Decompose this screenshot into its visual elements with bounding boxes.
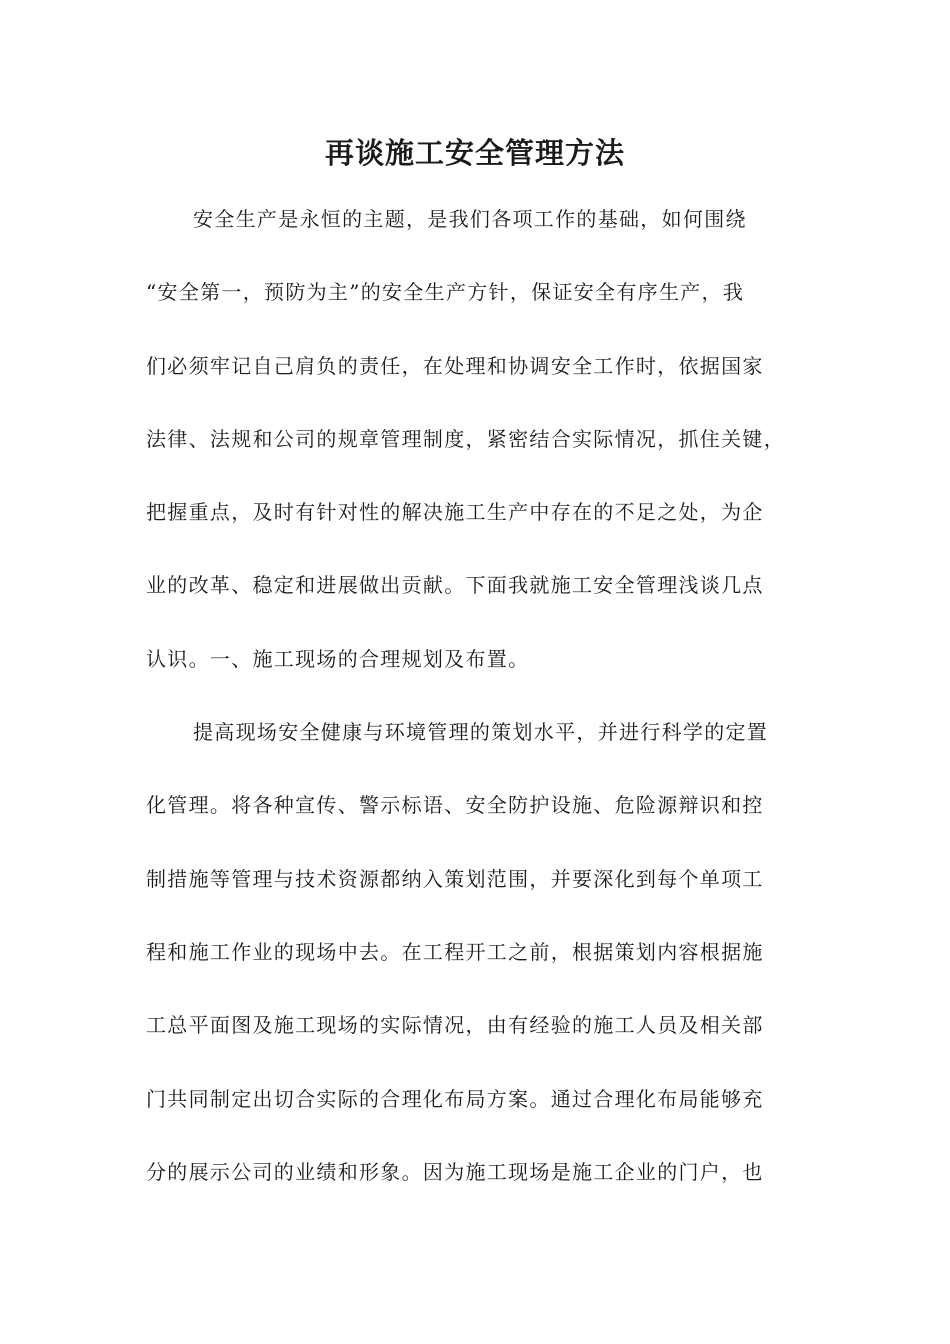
paragraph-line: 分的展示公司的业绩和形象。因为施工现场是施工企业的门户，也	[146, 1159, 764, 1184]
paragraph-line: 法律、法规和公司的规章管理制度，紧密结合实际情况，抓住关键，	[146, 426, 785, 451]
paragraph-line: 化管理。将各种宣传、警示标语、安全防护设施、危险源辩识和控	[146, 793, 764, 818]
document-body	[146, 183, 806, 1209]
paragraph-line: 们必须牢记自己肩负的责任，在处理和协调安全工作时，依据国家	[146, 353, 764, 378]
paragraph-line: “安全第一，预防为主”的安全生产方针，保证安全有序生产，我	[146, 280, 745, 305]
paragraph-line: 工总平面图及施工现场的实际情况，由有经验的施工人员及相关部	[146, 1013, 764, 1038]
paragraph-line: 安全生产是永恒的主题，是我们各项工作的基础，如何围绕	[193, 207, 747, 231]
paragraph-line: 制措施等管理与技术资源都纳入策划范围，并要深化到每个单项工	[146, 866, 764, 891]
paragraph-line: 认识。一、施工现场的合理规划及布置。	[146, 646, 530, 671]
document-title: 再谈施工安全管理方法	[324, 136, 625, 170]
paragraph-line: 程和施工作业的现场中去。在工程开工之前，根据策划内容根据施	[146, 939, 764, 964]
paragraph-line: 业的改革、稳定和进展做出贡献。下面我就施工安全管理浅谈几点	[146, 573, 764, 598]
paragraph-line: 提高现场安全健康与环境管理的策划水平，并进行科学的定置	[193, 720, 769, 745]
paragraph-line: 把握重点，及时有针对性的解决施工生产中存在的不足之处，为企	[146, 500, 764, 525]
paragraph-line: 门共同制定出切合实际的合理化布局方案。通过合理化布局能够充	[146, 1086, 764, 1111]
